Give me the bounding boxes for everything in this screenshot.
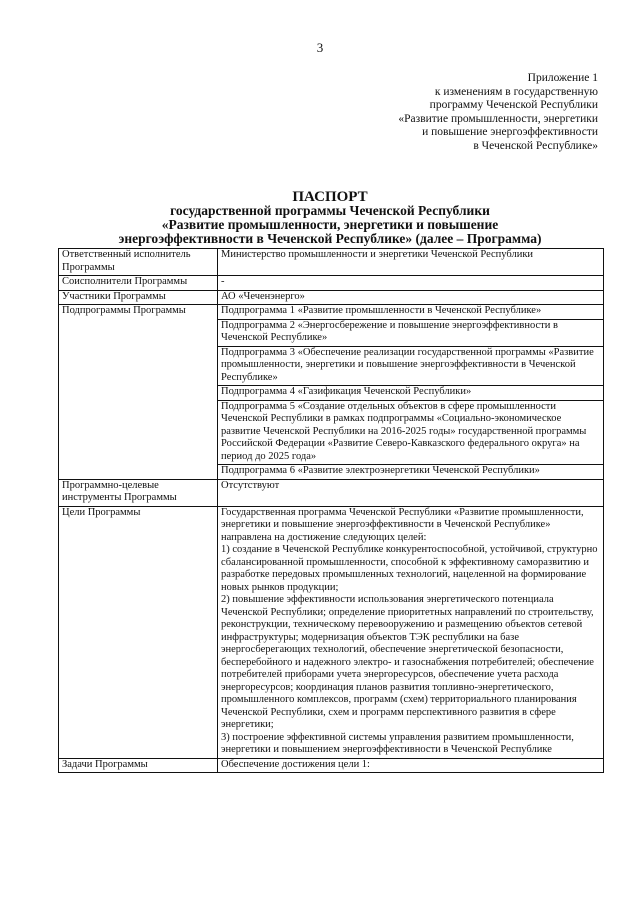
table-row xyxy=(59,506,604,758)
row-label: Программно-целевые инструменты Программы xyxy=(59,479,218,506)
row-value: Отсутствуют xyxy=(218,479,604,506)
table-row xyxy=(59,758,604,773)
row-label: Задачи Программы xyxy=(59,758,218,773)
document-title xyxy=(40,190,620,246)
subprogram-cell: Подпрограмма 2 «Энергосбережение и повышение энергоэффективности в Чеченской Республике» xyxy=(218,319,604,346)
row-value: АО «Чеченэнерго» xyxy=(218,290,604,305)
subprogram-cell: Подпрограмма 5 «Создание отдельных объектов в сфере промышленности Чеченской Республики в рамках подпрограммы «Социально-экономическое развитие Чеченской Республики на 2016-2025 годы» государственной программы Российской Федерации «Развитие Северо-Кавказского федерального округа» на период до 2025 года» xyxy=(218,400,604,465)
row-value: - xyxy=(218,276,604,291)
table-row xyxy=(59,290,604,305)
row-value: Обеспечение достижения цели 1: xyxy=(218,758,604,773)
title-line: энергоэффективности в Чеченской Республике» (далее – Программа) xyxy=(118,231,542,246)
title-line: государственной программы Чеченской Республики xyxy=(170,203,490,218)
subprogram-cell: Подпрограмма 1 «Развитие промышленности в Чеченской Республике» xyxy=(218,305,604,320)
annex-line: в Чеченской Республике» xyxy=(473,139,598,152)
annex-line: «Развитие промышленности, энергетики xyxy=(398,112,598,125)
row-label: Ответственный исполнитель Программы xyxy=(59,249,218,276)
table-row xyxy=(59,479,604,506)
row-label: Соисполнители Программы xyxy=(59,276,218,291)
subprogram-cell: Подпрограмма 3 «Обеспечение реализации государственной программы «Развитие промышленности, энергетики и повышение энергоэффективности в Чеченской Республике» xyxy=(218,346,604,386)
row-label: Участники Программы xyxy=(59,290,218,305)
annex-line: и повышение энергоэффективности xyxy=(422,126,598,138)
subprogram-cell: Подпрограмма 4 «Газификация Чеченской Республики» xyxy=(218,386,604,401)
row-label: Подпрограммы Программы xyxy=(59,305,218,480)
row-label: Цели Программы xyxy=(59,506,218,758)
row-value: Министерство промышленности и энергетики Чеченской Республики xyxy=(218,249,604,276)
row-value: Государственная программа Чеченской Республики «Развитие промышленности, энергетики и повышение энергоэффективности в Чеченской Республике» направлена на достижение следующих целей: 1) создание в Чеченской Республике конкурентоспособной, устойчивой, структурно сбалансированной промышленности, способной к эффективному саморазвитию и разработке передовых промышленных технологий, нацеленной на формирование новых рынков продукции; 2) повышение эффективности использования энергетического потенциала Чеченской Республики; определение приоритетных направлений по строительству, реконструкции, техническому перевооружению и размещению объектов сетевой инфраструктуры; модернизация объектов ТЭК республики на базе энергосберегающих технологий, обеспечение энергетической безопасности, бесперебойного и надежного электро- и газоснабжения потребителей; обеспечение потребителей приборами учета энергоресурсов, обеспечение учета расхода энергоресурсов; координация планов развития топливно-энергетического, промышленного комплексов, программ (схем) территориального планирования Чеченской Республики, схем и программ перспективного развития в сфере энергетики; 3) построение эффективной системы управления развитием промышленности, энергетики и повышением энергоэффективности в Чеченской Республике xyxy=(218,506,604,758)
table-row xyxy=(59,249,604,276)
annex-line: Приложение 1 xyxy=(527,72,598,84)
title-line: «Развитие промышленности, энергетики и повышение xyxy=(161,217,499,232)
annex-line: программу Чеченской Республики xyxy=(429,99,598,111)
page-number: 3 xyxy=(316,40,324,55)
title-line: ПАСПОРТ xyxy=(292,189,368,205)
annex-block xyxy=(268,72,598,153)
table-row xyxy=(59,276,604,291)
table-row xyxy=(59,305,604,320)
subprogram-cell: Подпрограмма 6 «Развитие электроэнергетики Чеченской Республики» xyxy=(218,465,604,480)
annex-line: к изменениям в государственную xyxy=(434,85,598,98)
passport-table xyxy=(58,248,604,773)
